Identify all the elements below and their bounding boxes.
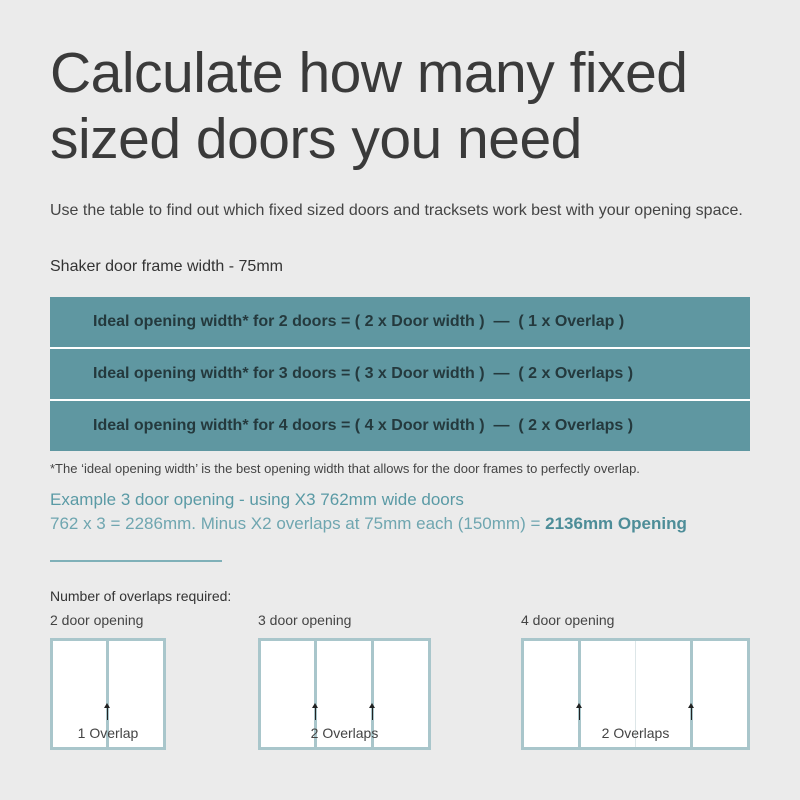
example-title: Example 3 door opening - using X3 762mm wide doors (50, 490, 464, 509)
example-result: 2136mm Opening (545, 514, 687, 533)
diagram-2-door (50, 638, 166, 750)
diagram-3-door (258, 638, 431, 750)
formula-row-2-doors: Ideal opening width* for 2 doors = ( 2 x Door width ) — ( 1 x Overlap ) (50, 297, 750, 347)
overlap-arrow-icon (315, 707, 316, 720)
section-divider (50, 560, 222, 562)
overlap-count-text: 1 Overlap (77, 725, 139, 741)
example-calculation (50, 514, 687, 534)
overlap-arrow-icon (579, 707, 580, 720)
formula-row-4-doors: Ideal opening width* for 4 doors = ( 4 x Door width ) — ( 2 x Overlaps ) (50, 401, 750, 451)
overlap-arrow-icon (107, 707, 108, 720)
formula-row-3-doors: Ideal opening width* for 3 doors = ( 3 x Door width ) — ( 2 x Overlaps ) (50, 349, 750, 399)
overlap-count-text: 2 Overlaps (601, 725, 670, 741)
frame-width-text: Shaker door frame width - 75mm (50, 258, 283, 275)
overlap-arrow-icon (372, 707, 373, 720)
diagram-label-3-door: 3 door opening (258, 612, 352, 628)
intro-text: Use the table to find out which fixed sized doors and tracksets work best with your opening space. (50, 202, 743, 219)
overlap-arrow-icon (691, 707, 692, 720)
overlap-count-text: 2 Overlaps (310, 725, 379, 741)
diagram-label-2-door: 2 door opening (50, 612, 144, 628)
diagram-4-door (521, 638, 750, 750)
example-calc-text: 762 x 3 = 2286mm. Minus X2 overlaps at 75mm each (150mm) = (50, 514, 546, 533)
footnote: *The ‘ideal opening width’ is the best opening width that allows for the door frames to perfectly overlap. (50, 461, 640, 476)
formula-table (50, 297, 750, 451)
overlaps-heading: Number of overlaps required: (50, 588, 232, 604)
diagram-label-4-door: 4 door opening (521, 612, 615, 628)
title-line-1: Calculate how many fixed (50, 41, 688, 105)
page-title (50, 40, 770, 172)
title-line-2: sized doors you need (50, 107, 582, 171)
